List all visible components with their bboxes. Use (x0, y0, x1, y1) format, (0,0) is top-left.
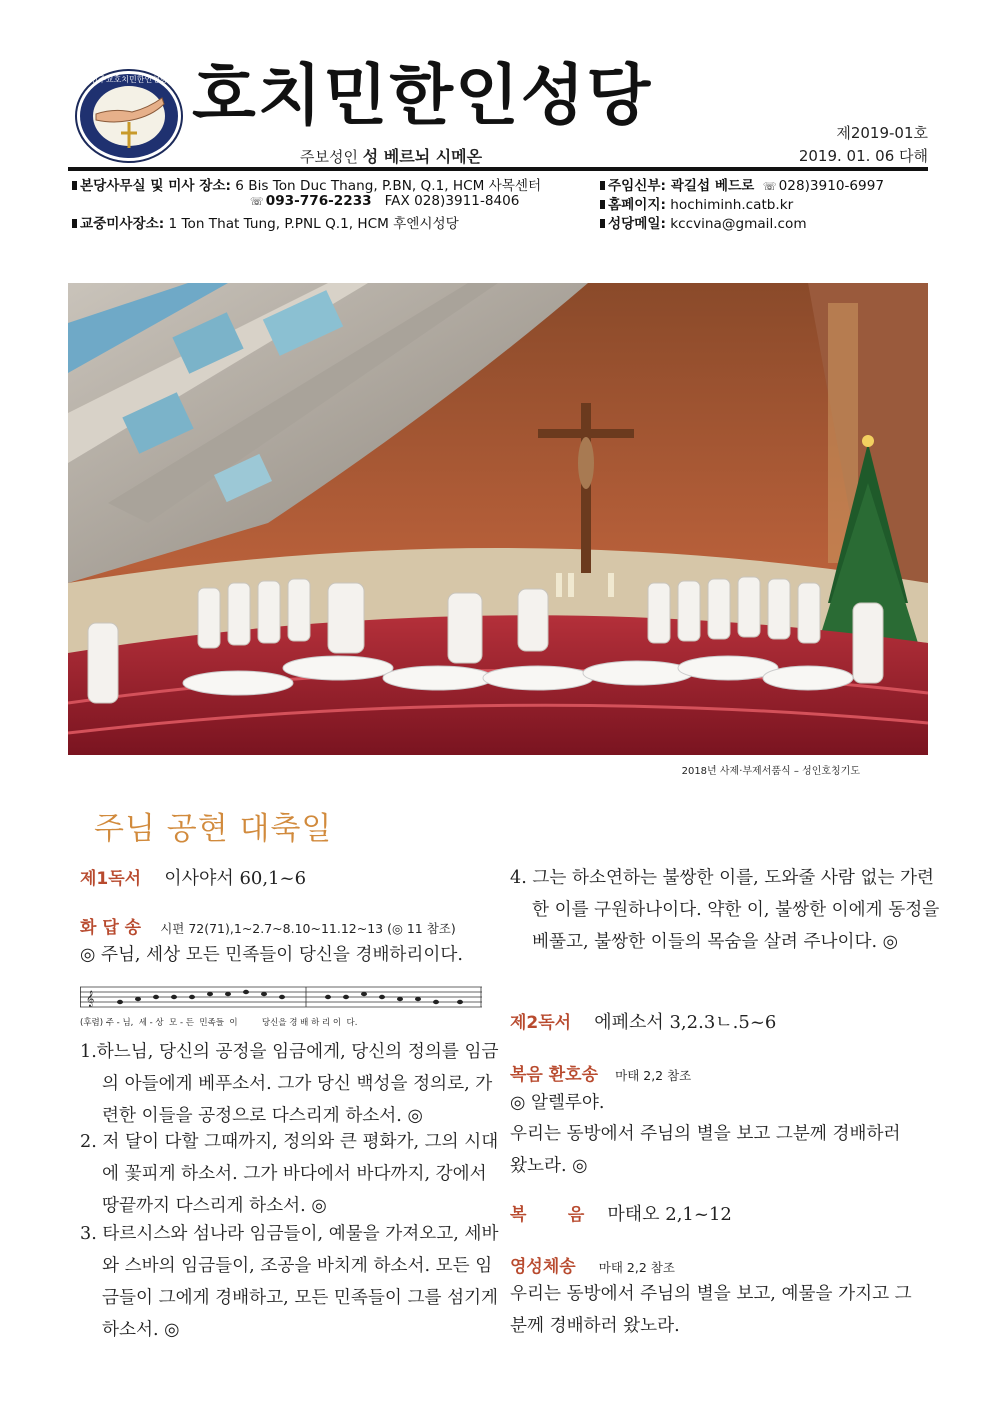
second-address: 1 Ton That Tung, P.PNL Q.1, HCM 후엔시성당 (164, 216, 459, 232)
psalm-verse-2: 2. 저 달이 다할 그때까지, 정의와 큰 평화가, 그의 시대에 꽃피게 하소서. 그가 바다에서 바다까지, 강에서 땅끝까지 다스리게 하소서. ◎ (80, 1132, 499, 1216)
music-lyrics: (후렴) 주 - 님, 세 - 상 모 - 든 민족들 이 당신을 경 배 하 리 이 다. (80, 1018, 358, 1028)
patron-name: 성 베르뇌 시메온 (362, 147, 483, 166)
office-label: 본당사무실 및 미사 장소: (80, 178, 231, 194)
gospel-acclamation-row (510, 1060, 920, 1085)
gospel-ref: 마태오 2,1~12 (607, 1204, 732, 1225)
second-mass-info (72, 212, 459, 232)
office-address: 6 Bis Ton Duc Thang, P.BN, Q.1, HCM 사목센터 (230, 178, 542, 194)
gospel-acclamation-label: 복음 환호송 (510, 1065, 599, 1085)
homepage-info (600, 193, 793, 213)
pastor-phone: 028)3910-6997 (778, 178, 884, 194)
psalm-row (80, 913, 485, 938)
bullet-icon (600, 181, 605, 190)
reading1-ref: 이사야서 60,1~6 (164, 868, 307, 889)
bullet-icon (600, 219, 605, 228)
parish-logo (74, 68, 184, 164)
alleluia: ◎ 알렐루야. (510, 1093, 605, 1113)
communion-ref: 마태 2,2 참조 (598, 1260, 675, 1275)
communion-row (510, 1252, 920, 1277)
acclamation-text: 우리는 동방에서 주님의 별을 보고 그분께 경배하러 왔노라. ◎ (510, 1124, 901, 1176)
email-info (600, 212, 807, 232)
bullet-icon (600, 200, 605, 209)
bullet-icon (72, 181, 77, 190)
office-phone: 093-776-2233 (265, 193, 372, 209)
second-label: 교중미사장소: (80, 216, 165, 232)
psalm-verse-4: 4. 그는 하소연하는 불쌍한 이를, 도와줄 사람 없는 가련한 이를 구원하나이다. 약한 이, 불쌍한 이에게 동정을 베풀고, 불쌍한 이들의 목숨을 살려 주나이다. ◎ (510, 868, 940, 952)
psalm-ref: 시편 72(71),1~2.7~8.10~11.12~13 (◎ 11 참조) (160, 921, 456, 936)
svg-text:𝄞: 𝄞 (86, 991, 95, 1007)
communion-label: 영성체송 (510, 1257, 576, 1277)
reading1-row (80, 864, 485, 890)
gospel-label: 복 음 (510, 1205, 585, 1225)
issue-number: 제2019-01호 (836, 124, 928, 142)
email-link[interactable]: kccvina@gmail.com (665, 216, 807, 232)
pastor-info (600, 174, 884, 194)
email-label: 성당메일: (608, 216, 666, 232)
psalm-response: ◎ 주님, 세상 모든 민족들이 당신을 경배하리이다. (80, 945, 464, 965)
gospel-acclamation-ref: 마태 2,2 참조 (615, 1068, 692, 1083)
psalm-verse-1: 1.하느님, 당신의 공정을 임금에게, 당신의 정의를 임금의 아들에게 베푸소서. 그가 당신 백성을 정의로, 가련한 이들을 공정으로 다스리게 하소서. ◎ (80, 1042, 499, 1126)
psalm-label: 화 답 송 (80, 918, 142, 938)
photo-caption: 2018년 사제·부제서품식 – 성인호칭기도 (681, 766, 860, 777)
reading2-ref: 에페소서 3,2.3ㄴ.5~6 (594, 1012, 777, 1033)
section-title: 주님 공현 대축일 (94, 811, 333, 847)
office-info (72, 174, 541, 194)
music-staff (80, 983, 482, 1013)
office-fax: FAX 028)3911-8406 (384, 193, 520, 209)
reading1-label: 제1독서 (80, 869, 142, 889)
logo-ring-text: 천주교호치민한인성당 (90, 75, 168, 84)
psalm-verse-3: 3. 타르시스와 섬나라 임금들이, 예물을 가져오고, 세바와 스바의 임금들이, 조공을 바치게 하소서. 모든 임금들이 그에게 경배하고, 모든 민족들이 그를 섬기게 하소서. ◎ (80, 1224, 499, 1340)
gospel-row (510, 1200, 920, 1226)
header-divider (68, 167, 928, 171)
phone-icon: ☏ (250, 195, 264, 208)
issue-date: 2019. 01. 06 다해 (798, 147, 928, 165)
reading2-label: 제2독서 (510, 1013, 572, 1033)
issue-block (799, 122, 928, 168)
pastor-label: 주임신부: 곽길섭 베드로 (608, 178, 755, 194)
patron-prefix: 주보성인 (300, 148, 358, 166)
patron-saint (300, 144, 482, 167)
ordination-photo (68, 283, 928, 755)
communion-text: 우리는 동방에서 주님의 별을 보고, 예물을 가지고 그분께 경배하러 왔노라. (510, 1284, 912, 1336)
office-contact (250, 193, 519, 209)
homepage-label: 홈페이지: (608, 197, 666, 213)
bullet-icon (72, 219, 77, 228)
page-title: 호치민한인성당 (192, 56, 653, 134)
phone-icon: ☏ (762, 180, 777, 193)
reading2-row (510, 1008, 920, 1034)
homepage-link[interactable]: hochiminh.catb.kr (665, 197, 794, 213)
